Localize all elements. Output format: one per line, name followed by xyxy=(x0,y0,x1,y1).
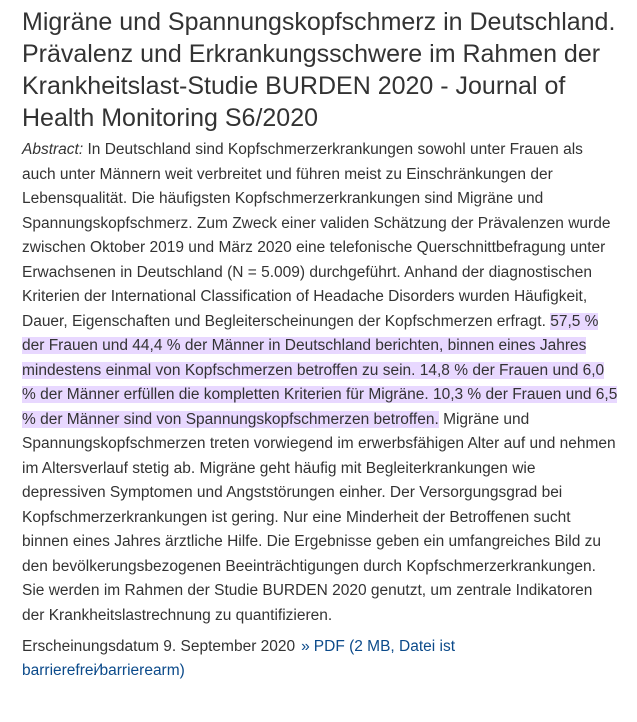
pdf-download-link[interactable]: PDF (2 MB, Datei ist barrierefrei⁄barrierearm) xyxy=(22,638,456,679)
abstract-highlight: 57,5 % der Frauen und 44,4 % der Männer in Deutschland berichten, binnen eines Jahres mindestens einmal von Kopfschmerzen betroffen zu sein. 14,8 % der Frauen und 6,0 % der Männer erfüllen die kompletten Kriterien für Migräne. 10,3 % der Frauen und 6,5 % der Männer sind von Spannungskopfschmerzen betroffen. xyxy=(22,312,618,428)
publication-meta xyxy=(22,635,618,683)
article xyxy=(22,6,618,683)
link-arrow-icon: » xyxy=(301,638,310,655)
abstract-text: In Deutschland sind Kopfschmerzerkrankungen sowohl unter Frauen als auch unter Männern weit verbreitet und führen meist zu Einschränkungen der Lebensqualität. Die häufigsten Kopfschmerzerkrankungen sind Migräne und Spannungskopfschmerz. Zum Zweck einer validen Schätzung der Prävalenzen wurde zwischen Oktober 2019 und März 2020 eine telefonische Querschnittbefragung unter Erwachsenen in Deutschland (N = 5.009) durchgeführt. Anhand der diagnostischen Kriterien der International Classification of Headache Disorders wurden Häufigkeit, Dauer, Eigenschaften und Begleiterscheinungen der Kopfschmerzen erfragt. xyxy=(22,141,611,330)
abstract-label: Abstract: xyxy=(22,141,84,158)
publication-date: Erscheinungsdatum 9. September 2020 xyxy=(22,638,296,655)
abstract-text-continued: Migräne und Spannungskopfschmerzen treten vorwiegend im erwerbsfähigen Alter auf und nehmen im Altersverlauf stetig ab. Migräne geht häufig mit Begleiterkrankungen wie depressiven Symptomen und Angststörungen einher. Der Versorgungsgrad bei Kopfschmerzerkrankungen ist gering. Nur eine Minderheit der Betroffenen sucht binnen eines Jahres ärztliche Hilfe. Die Ergebnisse geben ein umfangreiches Bild zu den bevölkerungsbezogenen Beeinträchtigungen durch Kopfschmerzerkrankungen. Sie werden im Rahmen der Studie BURDEN 2020 genutzt, um zentrale Indikatoren der Krankheitslastrechnung zu quantifizieren. xyxy=(22,410,616,624)
article-title: Migräne und Spannungskopfschmerz in Deutschland. Prävalenz und Erkrankungsschwere im Rahmen der Krankheitslast-Studie BURDEN 2020 - Journal of Health Monitoring S6/2020 xyxy=(22,8,616,132)
abstract xyxy=(22,138,618,628)
